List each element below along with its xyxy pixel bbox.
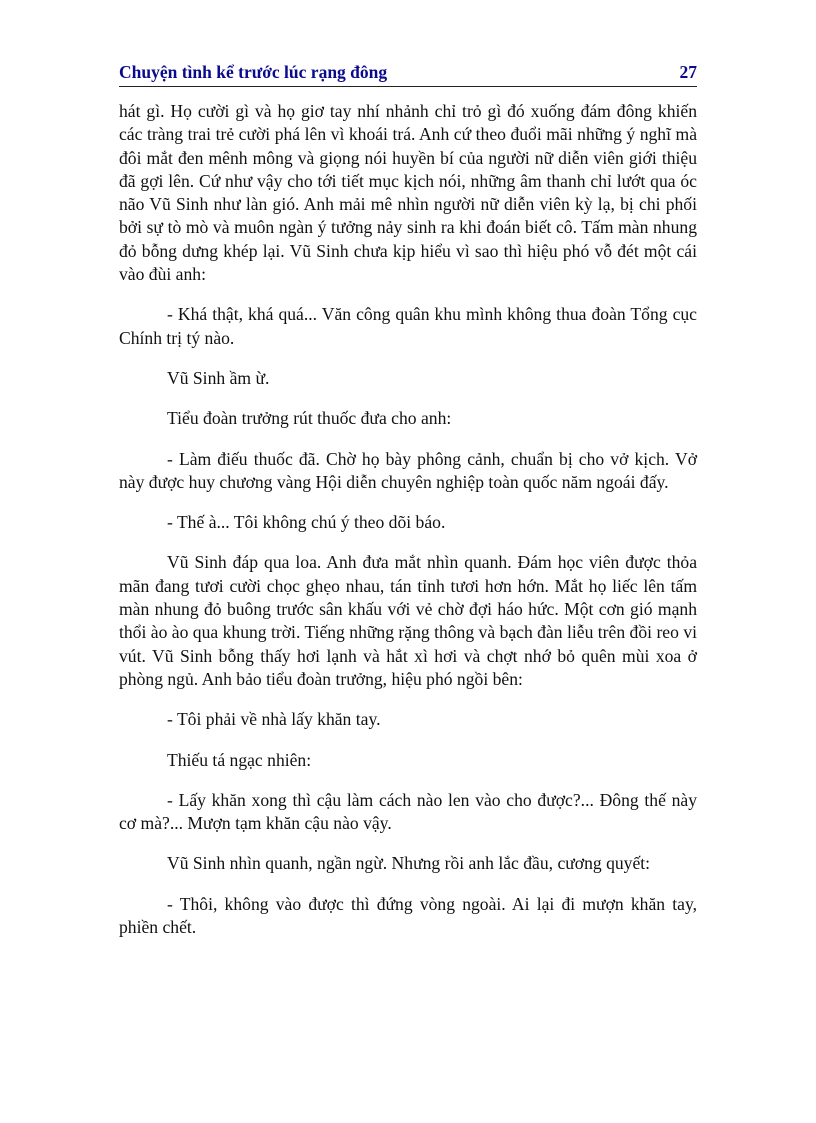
paragraph-8: - Tôi phải về nhà lấy khăn tay. — [167, 709, 381, 730]
paragraph-7: Vũ Sinh đáp qua loa. Anh đưa mắt nhìn quanh. Đám học viên được thỏa mãn đang tươi cười chọc ghẹo nhau, tán tỉnh tươi hơn hớn. Mắt họ liếc lên tấm màn nhung đỏ buông trước sân khấu với vẻ chờ đợi háo hức. Một cơn gió mạnh thổi ào ào qua khung trời. Tiếng những rặng thông và bạch đàn liễu trên đồi reo vi vút. Vũ Sinh bỗng thấy hơi lạnh và hắt xì hơi và chợt nhớ bỏ quên mùi xoa ở phòng ngủ. Anh bảo tiểu đoàn trưởng, hiệu phó ngồi bên: — [119, 552, 697, 689]
paragraph-11: Vũ Sinh nhìn quanh, ngần ngừ. Nhưng rồi anh lắc đầu, cương quyết: — [167, 853, 651, 874]
running-header — [119, 60, 697, 87]
paragraph-6: - Thế à... Tôi không chú ý theo dõi báo. — [167, 512, 446, 533]
paragraph-12: - Thôi, không vào được thì đứng vòng ngoài. Ai lại đi mượn khăn tay, phiền chết. — [119, 893, 697, 938]
book-title: Chuyện tình kể trước lúc rạng đông — [119, 62, 388, 82]
paragraph-10: - Lấy khăn xong thì cậu làm cách nào len vào cho được?... Đông thế này cơ mà?... Mượn tạm khăn cậu nào vậy. — [119, 789, 697, 834]
page-number: 27 — [679, 62, 697, 82]
paragraph-3: Vũ Sinh ầm ừ. — [167, 367, 270, 388]
page-body — [119, 100, 697, 956]
paragraph-1: hát gì. Họ cười gì và họ giơ tay nhí nhảnh chỉ trỏ gì đó xuống đám đông khiến các tràng trai trẻ cười phá lên vì khoái trá. Anh cứ theo đuổi mãi những ý nghĩ mà đôi mắt đen mênh mông và giọng nói huyền bí của người nữ diễn viên giới thiệu đã gợi lên. Cứ như vậy cho tới tiết mục kịch nói, những âm thanh chỉ lướt qua óc não Vũ Sinh như làn gió. Anh mải mê nhìn người nữ diễn viên kỳ lạ, bị chi phối bởi sự tò mò và muôn ngàn ý tưởng nảy sinh ra khi đoán biết cô. Tấm màn nhung đỏ bỗng dưng khép lại. Vũ Sinh chưa kịp hiểu vì sao thì hiệu phó vỗ đét một cái vào đùi anh: — [119, 101, 697, 285]
paragraph-4: Tiểu đoàn trưởng rút thuốc đưa cho anh: — [167, 408, 452, 429]
paragraph-2: - Khá thật, khá quá... Văn công quân khu mình không thua đoàn Tổng cục Chính trị tý nào. — [119, 304, 697, 348]
paragraph-5: - Làm điếu thuốc đã. Chờ họ bày phông cảnh, chuẩn bị cho vở kịch. Vở này được huy chương vàng Hội diễn chuyên nghiệp toàn quốc năm ngoái đấy. — [119, 448, 697, 492]
paragraph-9: Thiếu tá ngạc nhiên: — [167, 749, 312, 770]
